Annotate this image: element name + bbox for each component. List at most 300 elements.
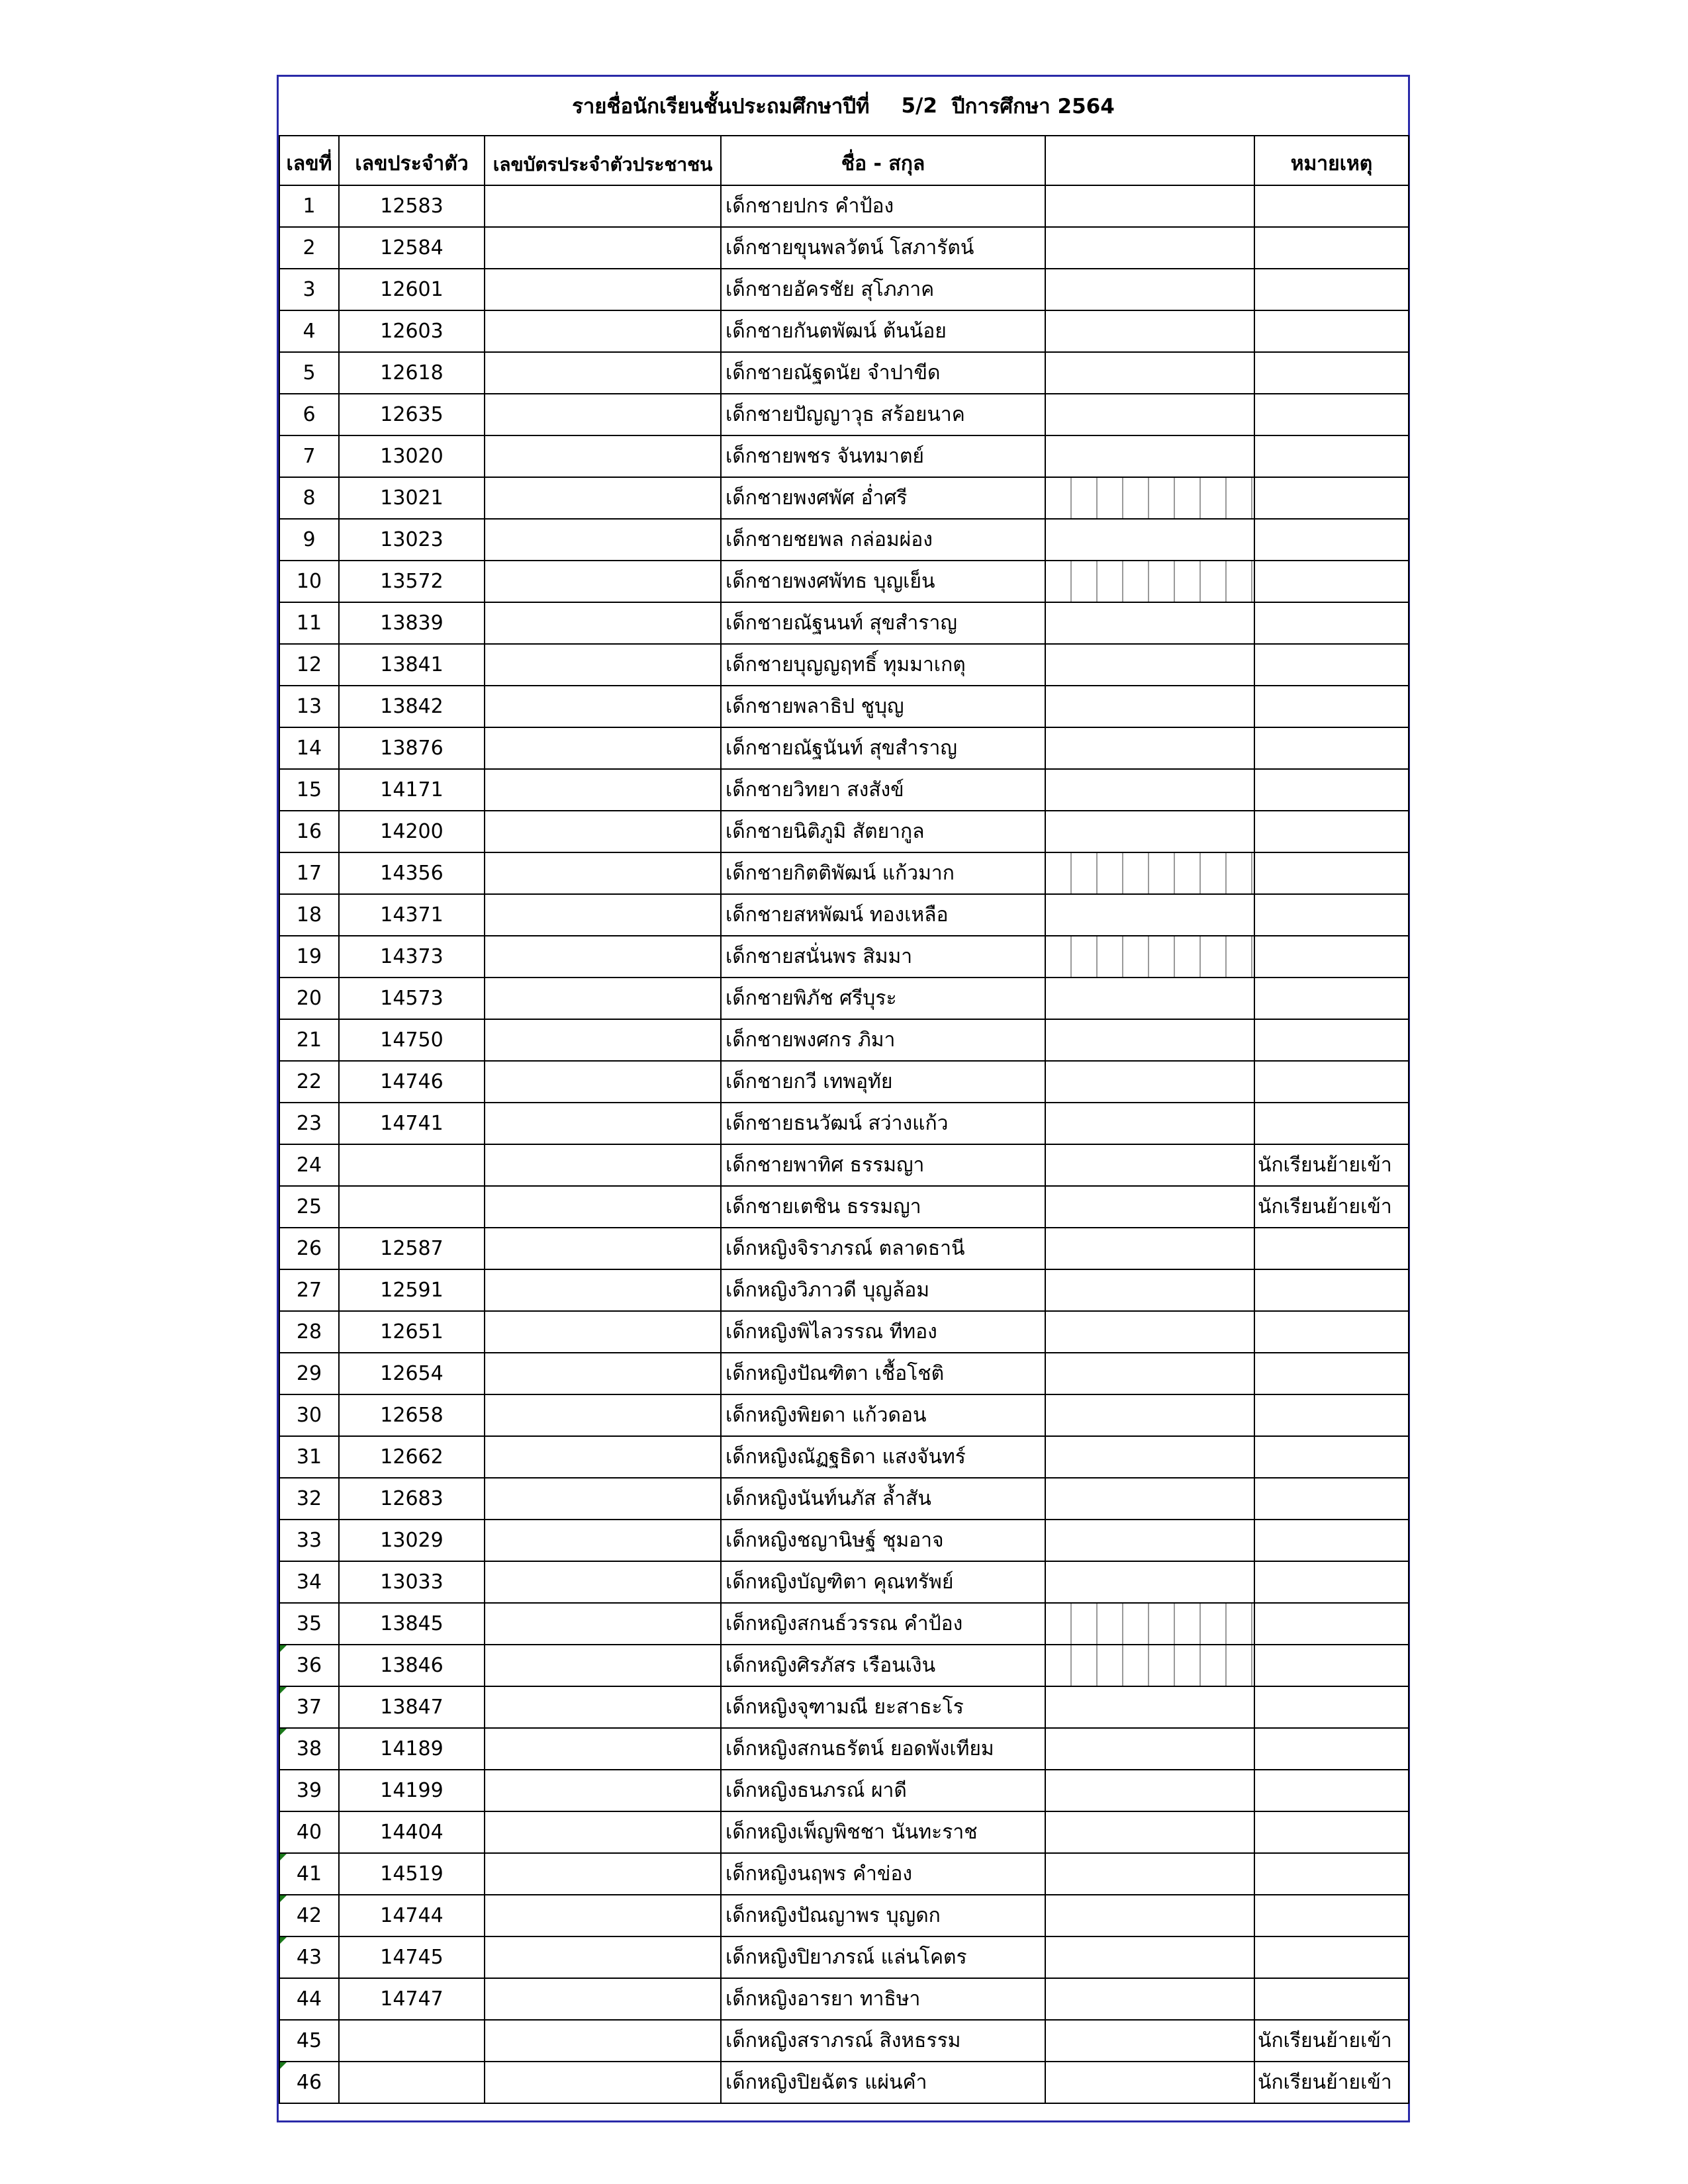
row-national-id [485, 1728, 721, 1770]
row-no-text: 46 [296, 2071, 322, 2094]
row-national-id [485, 852, 721, 894]
row-name: เด็กชายวิทยา สงสังข์ [721, 769, 1045, 811]
title-prefix: รายชื่อนักเรียนชั้นประถมศึกษาปีที่ [572, 95, 870, 118]
table-row [279, 269, 1409, 310]
row-student-id: 13033 [339, 1561, 485, 1603]
row-extra [1045, 352, 1254, 394]
row-extra [1045, 1728, 1254, 1770]
row-student-id: 13029 [339, 1520, 485, 1561]
table-row [279, 602, 1409, 644]
row-name: เด็กหญิงนันท์นภัส ล้ำสัน [721, 1478, 1045, 1520]
row-student-id: 14189 [339, 1728, 485, 1770]
table-row [279, 1561, 1409, 1603]
row-name: เด็กหญิงสราภรณ์ สิงหธรรม [721, 2020, 1045, 2062]
row-national-id [485, 644, 721, 686]
row-name: เด็กหญิงณัฏฐธิดา แสงจันทร์ [721, 1436, 1045, 1478]
row-student-id: 12635 [339, 394, 485, 435]
roster-sheet [277, 75, 1410, 2122]
row-note [1254, 561, 1409, 602]
row-note [1254, 1269, 1409, 1311]
row-student-id: 12587 [339, 1228, 485, 1269]
row-extra [1045, 227, 1254, 269]
row-note [1254, 1019, 1409, 1061]
row-note [1254, 1603, 1409, 1645]
row-no: 6 [279, 394, 339, 435]
row-name: เด็กชายณัฐนันท์ สุขสำราญ [721, 727, 1045, 769]
cell-marker-icon [280, 1937, 287, 1944]
row-national-id [485, 1811, 721, 1853]
row-no: 5 [279, 352, 339, 394]
row-name: เด็กหญิงพิไลวรรณ ทีทอง [721, 1311, 1045, 1353]
row-name: เด็กชายพงศพัศ อ่ำศรี [721, 477, 1045, 519]
row-name: เด็กชายกิตติพัฒน์ แก้วมาก [721, 852, 1045, 894]
row-name: เด็กหญิงนฤพร คำข่อง [721, 1853, 1045, 1895]
row-no: 45 [279, 2020, 339, 2062]
row-extra [1045, 769, 1254, 811]
row-note: นักเรียนย้ายเข้า [1254, 2062, 1409, 2103]
row-name: เด็กหญิงสกนธรัตน์ ยอดพังเทียม [721, 1728, 1045, 1770]
title-class: 5/2 [901, 94, 937, 118]
row-extra [1045, 852, 1254, 894]
row-student-id: 14744 [339, 1895, 485, 1936]
row-national-id [485, 269, 721, 310]
row-no-text: 37 [296, 1696, 322, 1719]
row-name: เด็กชายกวี เทพอุทัย [721, 1061, 1045, 1103]
table-row [279, 1770, 1409, 1811]
row-student-id [339, 2062, 485, 2103]
row-student-id: 12603 [339, 310, 485, 352]
row-national-id [485, 1561, 721, 1603]
row-note [1254, 1103, 1409, 1144]
row-extra [1045, 1853, 1254, 1895]
row-student-id: 14171 [339, 769, 485, 811]
row-no: 22 [279, 1061, 339, 1103]
row-student-id: 13020 [339, 435, 485, 477]
row-note: นักเรียนย้ายเข้า [1254, 1144, 1409, 1186]
row-note [1254, 1478, 1409, 1520]
row-national-id [485, 435, 721, 477]
table-row [279, 519, 1409, 561]
row-name: เด็กหญิงสกนธ์วรรณ คำป้อง [721, 1603, 1045, 1645]
row-student-id [339, 2020, 485, 2062]
table-row [279, 686, 1409, 727]
row-no: 11 [279, 602, 339, 644]
row-no: 14 [279, 727, 339, 769]
row-name: เด็กหญิงธนภรณ์ ผาดี [721, 1770, 1045, 1811]
row-national-id [485, 352, 721, 394]
row-note: นักเรียนย้ายเข้า [1254, 2020, 1409, 2062]
row-name: เด็กชายณัฐนนท์ สุขสำราญ [721, 602, 1045, 644]
row-note [1254, 894, 1409, 936]
row-name: เด็กชายกันตพัฒน์ ต้นน้อย [721, 310, 1045, 352]
row-extra [1045, 1353, 1254, 1394]
row-name: เด็กหญิงเพ็ญพิชชา นันทะราช [721, 1811, 1045, 1853]
row-student-id: 13847 [339, 1686, 485, 1728]
cell-marker-icon [280, 1895, 287, 1902]
row-note [1254, 1061, 1409, 1103]
row-name: เด็กชายนิติภูมิ สัตยากูล [721, 811, 1045, 852]
row-extra [1045, 978, 1254, 1019]
table-row [279, 811, 1409, 852]
row-note [1254, 477, 1409, 519]
table-row [279, 769, 1409, 811]
table-row [279, 2020, 1409, 2062]
row-note [1254, 435, 1409, 477]
row-student-id: 14356 [339, 852, 485, 894]
row-student-id: 14750 [339, 1019, 485, 1061]
row-extra [1045, 561, 1254, 602]
row-national-id [485, 477, 721, 519]
row-student-id: 12584 [339, 227, 485, 269]
row-no: 3 [279, 269, 339, 310]
row-no-text: 38 [296, 1737, 322, 1760]
row-no: 31 [279, 1436, 339, 1478]
row-name: เด็กชายพงศพัทธ บุญเย็น [721, 561, 1045, 602]
row-student-id: 12618 [339, 352, 485, 394]
row-no: 27 [279, 1269, 339, 1311]
table-row [279, 394, 1409, 435]
row-student-id: 13842 [339, 686, 485, 727]
row-name: เด็กหญิงวิภาวดี บุญล้อม [721, 1269, 1045, 1311]
row-national-id [485, 1269, 721, 1311]
row-student-id: 13876 [339, 727, 485, 769]
row-student-id: 12658 [339, 1394, 485, 1436]
table-row [279, 1895, 1409, 1936]
header-no: เลขที่ [279, 136, 339, 185]
row-extra [1045, 1019, 1254, 1061]
row-no: 13 [279, 686, 339, 727]
table-row [279, 1311, 1409, 1353]
row-name: เด็กชายบุญญฤทธิ์ ทุมมาเกตุ [721, 644, 1045, 686]
row-name: เด็กหญิงปัณญาพร บุญดก [721, 1895, 1045, 1936]
row-national-id [485, 1061, 721, 1103]
table-row [279, 1478, 1409, 1520]
row-name: เด็กชายพาทิศ ธรรมญา [721, 1144, 1045, 1186]
table-row [279, 185, 1409, 227]
row-extra [1045, 269, 1254, 310]
table-row [279, 1061, 1409, 1103]
row-student-id: 14747 [339, 1978, 485, 2020]
row-no: 16 [279, 811, 339, 852]
row-extra [1045, 1144, 1254, 1186]
row-no [279, 2062, 339, 2103]
table-row [279, 852, 1409, 894]
row-name: เด็กชายพชร จันทมาตย์ [721, 435, 1045, 477]
row-note [1254, 769, 1409, 811]
row-no: 7 [279, 435, 339, 477]
row-note [1254, 310, 1409, 352]
row-extra [1045, 936, 1254, 978]
row-student-id: 14404 [339, 1811, 485, 1853]
row-no: 8 [279, 477, 339, 519]
table-row [279, 1269, 1409, 1311]
row-no: 19 [279, 936, 339, 978]
row-note [1254, 1436, 1409, 1478]
table-row [279, 1353, 1409, 1394]
row-national-id [485, 2062, 721, 2103]
table-row [279, 644, 1409, 686]
row-note [1254, 394, 1409, 435]
row-student-id: 14746 [339, 1061, 485, 1103]
row-name: เด็กหญิงอารยา ทาธิษา [721, 1978, 1045, 2020]
row-name: เด็กชายปกร คำป้อง [721, 185, 1045, 227]
row-note [1254, 1311, 1409, 1353]
row-note [1254, 936, 1409, 978]
row-national-id [485, 1936, 721, 1978]
row-no: 18 [279, 894, 339, 936]
row-note [1254, 978, 1409, 1019]
row-note [1254, 185, 1409, 227]
row-national-id [485, 1186, 721, 1228]
row-extra [1045, 1103, 1254, 1144]
row-student-id: 13839 [339, 602, 485, 644]
row-no: 10 [279, 561, 339, 602]
row-national-id [485, 1311, 721, 1353]
table-row [279, 561, 1409, 602]
row-national-id [485, 310, 721, 352]
row-extra [1045, 1936, 1254, 1978]
row-name: เด็กชายชยพล กล่อมผ่อง [721, 519, 1045, 561]
row-extra [1045, 1770, 1254, 1811]
row-note [1254, 1228, 1409, 1269]
row-no: 12 [279, 644, 339, 686]
row-student-id: 12662 [339, 1436, 485, 1478]
row-name: เด็กหญิงปิยฉัตร แผ่นคำ [721, 2062, 1045, 2103]
row-student-id: 14371 [339, 894, 485, 936]
row-student-id: 14741 [339, 1103, 485, 1144]
row-national-id [485, 185, 721, 227]
table-row [279, 2062, 1409, 2103]
row-note [1254, 811, 1409, 852]
row-no: 9 [279, 519, 339, 561]
row-national-id [485, 1436, 721, 1478]
table-row [279, 1520, 1409, 1561]
row-extra [1045, 1520, 1254, 1561]
table-row [279, 894, 1409, 936]
table-row [279, 1853, 1409, 1895]
table-row [279, 1603, 1409, 1645]
row-national-id [485, 811, 721, 852]
row-extra [1045, 477, 1254, 519]
table-row [279, 310, 1409, 352]
row-student-id: 14519 [339, 1853, 485, 1895]
table-row [279, 1103, 1409, 1144]
row-national-id [485, 1770, 721, 1811]
row-extra [1045, 1686, 1254, 1728]
row-extra [1045, 644, 1254, 686]
row-name: เด็กชายธนวัฒน์ สว่างแก้ว [721, 1103, 1045, 1144]
row-student-id: 12654 [339, 1353, 485, 1394]
row-note [1254, 1561, 1409, 1603]
row-national-id [485, 894, 721, 936]
row-name: เด็กชายสนั่นพร สิมมา [721, 936, 1045, 978]
row-no [279, 1728, 339, 1770]
row-no: 26 [279, 1228, 339, 1269]
row-student-id: 13572 [339, 561, 485, 602]
row-extra [1045, 602, 1254, 644]
row-student-id: 12583 [339, 185, 485, 227]
row-national-id [485, 1478, 721, 1520]
row-note [1254, 1853, 1409, 1895]
row-national-id [485, 2020, 721, 2062]
row-note [1254, 1645, 1409, 1686]
table-row [279, 352, 1409, 394]
row-national-id [485, 227, 721, 269]
row-student-id: 14373 [339, 936, 485, 978]
row-note [1254, 1936, 1409, 1978]
row-student-id: 14745 [339, 1936, 485, 1978]
row-national-id [485, 978, 721, 1019]
row-national-id [485, 1019, 721, 1061]
row-national-id [485, 519, 721, 561]
row-name: เด็กชายเตชิน ธรรมญา [721, 1186, 1045, 1228]
row-no: 35 [279, 1603, 339, 1645]
row-note [1254, 1394, 1409, 1436]
row-extra [1045, 1561, 1254, 1603]
row-no: 20 [279, 978, 339, 1019]
row-national-id [485, 602, 721, 644]
row-no [279, 1645, 339, 1686]
row-name: เด็กชายพลาธิป ชูบุญ [721, 686, 1045, 727]
roster-body [279, 185, 1409, 2103]
row-name: เด็กชายขุนพลวัตน์ โสภารัตน์ [721, 227, 1045, 269]
row-extra [1045, 519, 1254, 561]
row-no: 44 [279, 1978, 339, 2020]
row-student-id [339, 1186, 485, 1228]
row-name: เด็กชายสหพัฒน์ ทองเหลือ [721, 894, 1045, 936]
row-national-id [485, 1520, 721, 1561]
row-name: เด็กชายอัครชัย สุโภภาค [721, 269, 1045, 310]
row-no: 24 [279, 1144, 339, 1186]
row-no: 2 [279, 227, 339, 269]
row-note [1254, 1978, 1409, 2020]
row-extra [1045, 1311, 1254, 1353]
sheet-title [279, 77, 1408, 135]
row-note [1254, 269, 1409, 310]
table-row [279, 978, 1409, 1019]
row-national-id [485, 1228, 721, 1269]
table-row [279, 1728, 1409, 1770]
row-no: 34 [279, 1561, 339, 1603]
table-row [279, 435, 1409, 477]
row-name: เด็กหญิงศิรภัสร เรือนเงิน [721, 1645, 1045, 1686]
row-national-id [485, 936, 721, 978]
row-extra [1045, 1603, 1254, 1645]
table-row [279, 1228, 1409, 1269]
row-student-id: 14573 [339, 978, 485, 1019]
row-name: เด็กชายพิภัช ศรีบุระ [721, 978, 1045, 1019]
row-note [1254, 1353, 1409, 1394]
row-extra [1045, 1811, 1254, 1853]
title-year: ปีการศึกษา 2564 [951, 95, 1115, 118]
row-national-id [485, 1144, 721, 1186]
row-name: เด็กหญิงปัณฑิตา เชื้อโชติ [721, 1353, 1045, 1394]
row-extra [1045, 1895, 1254, 1936]
row-national-id [485, 1394, 721, 1436]
row-note [1254, 1895, 1409, 1936]
table-row [279, 477, 1409, 519]
row-extra [1045, 727, 1254, 769]
row-no: 4 [279, 310, 339, 352]
row-national-id [485, 1978, 721, 2020]
row-student-id: 13023 [339, 519, 485, 561]
row-extra [1045, 394, 1254, 435]
row-no [279, 1936, 339, 1978]
row-extra [1045, 435, 1254, 477]
row-no-text: 43 [296, 1946, 322, 1969]
row-no-text: 42 [296, 1904, 322, 1927]
table-row [279, 1436, 1409, 1478]
row-extra [1045, 1061, 1254, 1103]
row-national-id [485, 1853, 721, 1895]
row-no: 25 [279, 1186, 339, 1228]
table-row [279, 227, 1409, 269]
row-note [1254, 644, 1409, 686]
row-no-text: 41 [296, 1862, 322, 1886]
table-row [279, 1645, 1409, 1686]
row-note [1254, 1770, 1409, 1811]
row-no: 17 [279, 852, 339, 894]
row-note [1254, 686, 1409, 727]
row-national-id [485, 1686, 721, 1728]
row-note [1254, 1811, 1409, 1853]
table-row [279, 1978, 1409, 2020]
row-extra [1045, 310, 1254, 352]
row-note [1254, 519, 1409, 561]
row-no: 1 [279, 185, 339, 227]
table-row [279, 1811, 1409, 1853]
table-row [279, 1686, 1409, 1728]
row-student-id: 14199 [339, 1770, 485, 1811]
table-row [279, 1936, 1409, 1978]
row-extra [1045, 811, 1254, 852]
row-no [279, 1853, 339, 1895]
row-note [1254, 852, 1409, 894]
row-name: เด็กหญิงปิยาภรณ์ แล่นโคตร [721, 1936, 1045, 1978]
row-national-id [485, 686, 721, 727]
row-extra [1045, 185, 1254, 227]
row-extra [1045, 1478, 1254, 1520]
row-note [1254, 1728, 1409, 1770]
header-note: หมายเหตุ [1254, 136, 1409, 185]
row-extra [1045, 1394, 1254, 1436]
row-extra [1045, 2020, 1254, 2062]
row-no: 32 [279, 1478, 339, 1520]
header-row [279, 136, 1409, 185]
row-no [279, 1895, 339, 1936]
row-extra [1045, 1269, 1254, 1311]
row-student-id [339, 1144, 485, 1186]
row-note [1254, 1520, 1409, 1561]
row-no: 29 [279, 1353, 339, 1394]
row-no [279, 1686, 339, 1728]
row-national-id [485, 1895, 721, 1936]
row-extra [1045, 1436, 1254, 1478]
row-national-id [485, 394, 721, 435]
cell-marker-icon [280, 1854, 287, 1860]
cell-marker-icon [280, 1645, 287, 1652]
header-student-id: เลขประจำตัว [339, 136, 485, 185]
row-no: 40 [279, 1811, 339, 1853]
row-name: เด็กหญิงจุฑามณี ยะสาธะโร [721, 1686, 1045, 1728]
row-national-id [485, 1353, 721, 1394]
row-extra [1045, 894, 1254, 936]
row-national-id [485, 561, 721, 602]
row-note [1254, 1686, 1409, 1728]
row-student-id: 12601 [339, 269, 485, 310]
row-note: นักเรียนย้ายเข้า [1254, 1186, 1409, 1228]
table-row [279, 1186, 1409, 1228]
